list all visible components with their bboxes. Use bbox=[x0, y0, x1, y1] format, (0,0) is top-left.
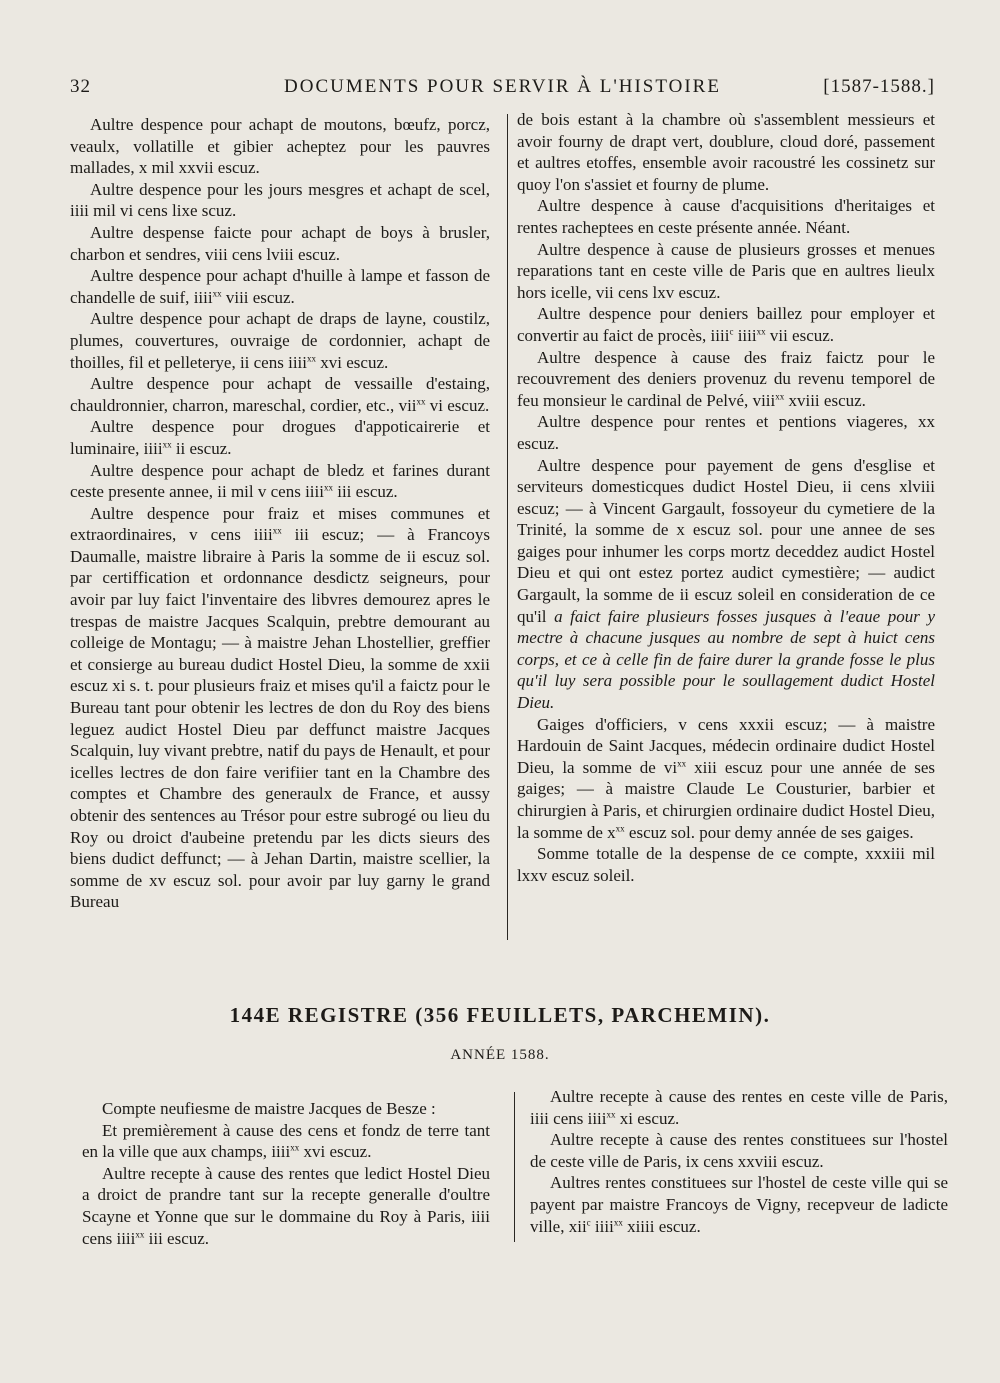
paragraph: Aultre despence pour les jours mesgres et achapt de scel, iiii mil vi cens lixe scuz. bbox=[70, 179, 490, 221]
paragraph: Aultre despence à cause de plusieurs grosses et menues reparations tant en ceste ville de Paris que en aultres lieulx hors icelle, vii cens lxv escuz. bbox=[517, 239, 935, 302]
paragraph: Somme totalle de la despense de ce compte, xxxiii mil lxxv escuz soleil. bbox=[517, 844, 935, 885]
paragraph: Aultre despence pour drogues d'appoticairerie et luminaire, iiii$^{xx}$ ii escuz. bbox=[70, 417, 490, 458]
italic-passage: a faict faire plusieurs fosses jusques à l'eaue pour y mectre à chacune jusques au nombre de sept à huict cens corps, et ce à celle fin de faire durer la grande fosse le plus qu'il luy sera possible pour le soullagement dudict Hostel Dieu. bbox=[517, 606, 935, 713]
paragraph-text: Aultre despence pour payement de gens d'esglise et serviteurs domesticques dudict Hostel Dieu, ii cens xlviii escuz; — à Vincent Gargault, fossoyeur du cymetiere de la Trinité, la somme de x escuz sol. pour une annee de ses gaiges pour inhumer les corps mortz deceddez audict Hostel Dieu et qui ont estez portez audict cymestière; — audict Gargault, la somme de ii escuz soleil en consideration de ce qu'il bbox=[517, 455, 935, 626]
paragraph: Aultre despence pour achapt d'huille à lampe et fasson de chandelle de suif, iiii$^{xx}$ viii escuz. bbox=[70, 266, 490, 307]
paragraph: Aultre recepte à cause des rentes que ledict Hostel Dieu a droict de prandre tant sur la recepte generalle d'oultre Scayne et Yonne que sur le dommaine du Roy à Paris, iiii cens iiii$^{xx}$ iii escuz. bbox=[82, 1163, 490, 1248]
paragraph: Aultre despence à cause d'acquisitions d'heritaiges et rentes racheptees en ceste présente année. Néant. bbox=[517, 196, 935, 237]
paragraph: Aultre despence à cause des fraiz faictz pour le recouvrement des deniers provenuz du revenu temporel de feu monsieur le cardinal de Pelvé, viii$^{xx}$ xviii escuz. bbox=[517, 347, 935, 410]
top-right-column bbox=[517, 109, 935, 886]
bottom-right-column bbox=[530, 1086, 948, 1237]
paragraph: Aultre despence pour achapt de moutons, bœufz, porcz, veaulx, vollatille et gibier acheptez pour les pauvres mallades, x mil xxvii escuz. bbox=[70, 115, 490, 178]
running-header bbox=[70, 76, 935, 106]
paragraph: Aultre despence pour rentes et pentions viageres, xx escuz. bbox=[517, 412, 935, 453]
date-range: [1587-1588.] bbox=[823, 76, 935, 97]
page-number: 32 bbox=[70, 76, 91, 97]
paragraph: Aultre despense faicte pour achapt de boys à brusler, charbon et sendres, viii cens lviii escuz. bbox=[70, 222, 490, 264]
section-year: ANNÉE 1588. bbox=[450, 1047, 550, 1063]
top-left-column bbox=[70, 114, 490, 913]
paragraph: Aultre despence pour deniers baillez pour employer et convertir au faict de procès, iiii$^c$ iiii$^{xx}$ vii escuz. bbox=[517, 304, 935, 345]
paragraph: Compte neufiesme de maistre Jacques de Besze : bbox=[102, 1099, 436, 1118]
paragraph: Aultre despence pour achapt de draps de layne, coustilz, plumes, couvertures, ouvraige de cordonnier, achapt de thoilles, fil et pelleterye, ii cens iiii$^{xx}$ xvi escuz. bbox=[70, 309, 490, 372]
paragraph: Aultre despence pour achapt de bledz et farines durant ceste presente annee, ii mil v cens iiii$^{xx}$ iii escuz. bbox=[70, 460, 490, 502]
paragraph bbox=[517, 455, 935, 714]
paragraph: Gaiges d'officiers, v cens xxxii escuz; — à maistre Hardouin de Saint Jacques, médecin ordinaire dudict Hostel Dieu, la somme de $vi^{xx}$ xiii escuz pour une année de ses gaiges; — à maistre Claude Le Cousturier, barbier et chirurgien à Paris, et chirurgien ordinaire dudict Hostel Dieu, la somme de $x^{xx}$ escuz sol. pour demy année de ses gaiges. bbox=[517, 714, 935, 842]
paragraph: Et premièrement à cause des cens et fondz de terre tant en la ville que aux champs, iiii$^{xx}$ xvi escuz. bbox=[82, 1120, 490, 1162]
bottom-left-column bbox=[82, 1098, 490, 1249]
paragraph: Aultre recepte à cause des rentes en ceste ville de Paris, iiii cens iiii$^{xx}$ xi escuz. bbox=[530, 1087, 948, 1128]
paragraph: Aultre despence pour fraiz et mises communes et extraordinaires, v cens iiii$^{xx}$ iii escuz; — à Francoys Daumalle, maistre libraire à Paris la somme de ii escuz sol. par certiffication et ordonnance desdictz seigneurs, pour avoir par luy faict l'inventaire des libvres demourez apres le trespas de maistre Jacques Scalquin, prebtre demourant au colleige de Montagu; — à maistre Jehan Lhostellier, greffier et consierge au bureau dudict Hostel Dieu, la somme de xxii escuz xi s. t. pour plusieurs fraiz et mises qu'il a faictz pour le Bureau tant pour obtenir les lectres de don du Roy des biens leguez audict Hostel Dieu par deffunct maistre Jacques Scalquin, luy vivant prebtre, natif du pays de Henault, et pour icelles lectres de don faire verifiier tant en la Chambre des comptes et Chambre des generaulx de France, et aussy obtenir des sentences au Trésor pour estre subrogé ou lieu du Roy ou droict d'aubeine pretendu par les dicts sieurs des biens dudict deffunct; — à Jehan Dartin, maistre scellier, la somme de xv escuz sol. pour avoir par luy garny le grand Bureau bbox=[70, 503, 490, 912]
column-divider bbox=[514, 1092, 515, 1242]
running-title: DOCUMENTS POUR SERVIR À L'HISTOIRE bbox=[284, 76, 721, 97]
section-title: 144E REGISTRE (356 FEUILLETS, PARCHEMIN). bbox=[229, 1003, 771, 1027]
column-divider bbox=[507, 114, 508, 940]
paragraph: de bois estant à la chambre où s'assemblent messieurs et avoir fourny de drapt vert, doublure, cloud doré, passement et aultres etoffes, ensemble avoir racoustré les cossinetz sur quoy l'on s'assiet et fourny de plume. bbox=[517, 110, 935, 194]
paragraph: Aultre despence pour achapt de vessaille d'estaing, chauldronnier, charron, mareschal, cordier, etc., vii$^{xx}$ vi escuz. bbox=[70, 374, 490, 415]
paragraph: Aultres rentes constituees sur l'hostel de ceste ville qui se payent par maistre Francoys de Vigny, recepveur de ladicte ville, xii$^c$ iiii$^{xx}$ xiiii escuz. bbox=[530, 1173, 948, 1236]
paragraph: Aultre recepte à cause des rentes constituees sur l'hostel de ceste ville de Paris, ix cens xxviii escuz. bbox=[530, 1130, 948, 1171]
